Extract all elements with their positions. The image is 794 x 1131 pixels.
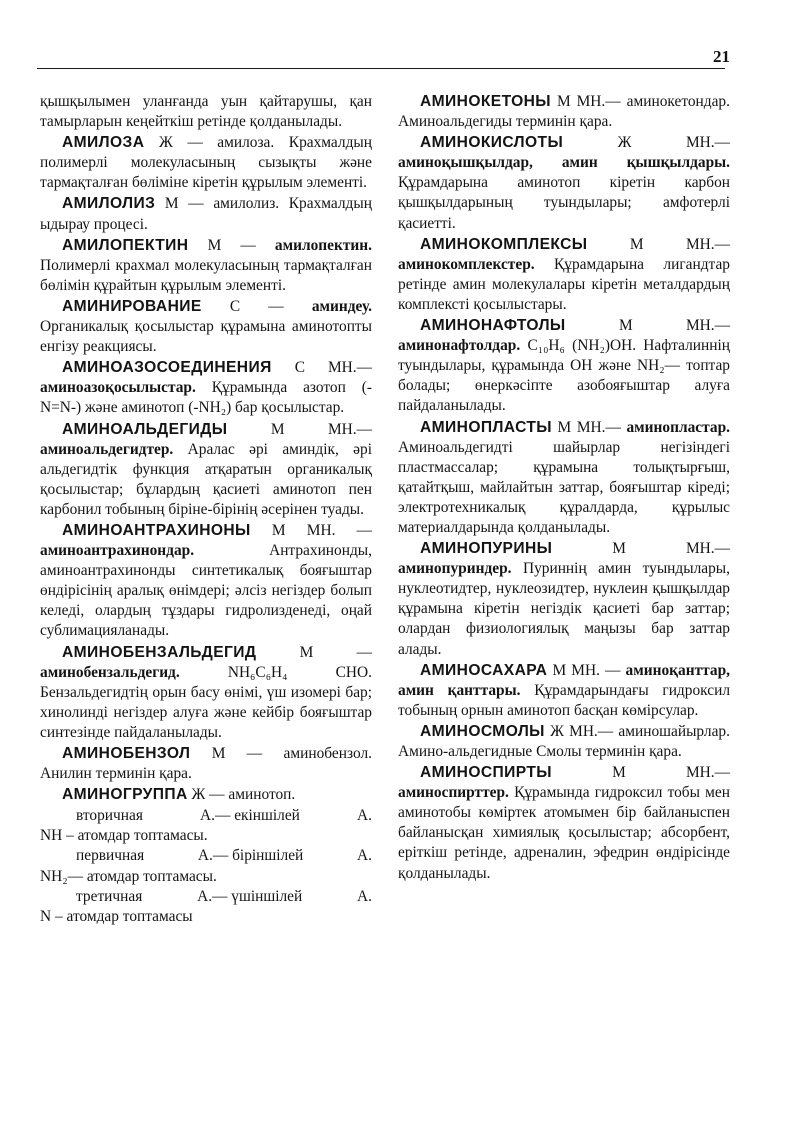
entry-term: АМИНОГРУППА [62, 786, 188, 804]
entry-grammar: С МН.— [294, 359, 372, 377]
entry-translation: аминоқанттар, амин қанттары. [398, 661, 730, 699]
sub-item-tail: NH ‒ атомдар топтамасы. [40, 827, 208, 845]
sub-item-word: вторичная [76, 807, 143, 825]
entry-grammar: М МН.— [557, 418, 621, 436]
entry-aminogruppa [40, 785, 372, 805]
left-column [40, 92, 372, 927]
right-column [398, 92, 730, 885]
sub-item-end: А. [357, 847, 372, 865]
entry-term: АМИНОСПИРТЫ [420, 764, 552, 782]
sub-item-abbr: А.— үшіншілей [197, 887, 303, 905]
entry-grammar: Ж МН.— [617, 134, 730, 152]
entry-grammar: М МН. — [271, 521, 372, 539]
entry-text: қышқылымен уланғанда уын қайтарушы, қан тамырларын кеңейткіш ретінде қолданылады. [40, 93, 372, 131]
entry-aminoketony [398, 92, 730, 132]
entry-aminoazosoedineniya [40, 358, 372, 418]
sub-item-abbr: А.— екіншілей [200, 807, 300, 825]
sub-item-tail: N ‒ атомдар топтамасы [40, 907, 193, 925]
entry-term: АМИНОАЛЬДЕГИДЫ [62, 420, 228, 438]
entry-term: АМИНОКОМПЛЕКСЫ [420, 235, 588, 253]
entry-aminonaftoly [398, 316, 730, 416]
page-number: 21 [713, 47, 730, 66]
entry-translation: аминоальдегидтер. [40, 440, 174, 458]
entry-term: АМИНОНАФТОЛЫ [420, 317, 566, 335]
entry-grammar: М МН.— [612, 764, 730, 782]
sub-item-end: А. [357, 807, 372, 825]
entry-grammar: М МН.— [618, 317, 730, 335]
sub-item-row [40, 806, 372, 826]
entry-term: АМИЛОЛИЗ [62, 195, 156, 213]
entry-term: АМИНОСАХАРА [420, 661, 548, 679]
entry-term: АМИНОАЗОСОЕДИНЕНИЯ [62, 359, 272, 377]
entry-grammar: Ж — [191, 786, 225, 804]
entry-text: Құрамдарына аминотоп кіретін карбон қышқылдарының туындылары; амфотерлі қасиетті. [398, 174, 730, 232]
entry-translation: аминоазоқосылыстар. [40, 379, 196, 397]
entry-aminirovanie [40, 297, 372, 357]
entry-translation: аминопуриндер. [398, 560, 512, 578]
entry-text: NH₆C₆H₄ CHO. Бензальдегидтің орын басу өнімі, үш изомері бар; хинолиндi негiздер алуға және кейбір бояғыштар синтезінде пайдаланылады. [40, 663, 372, 741]
entry-text: C₁₀H₆ (NH₂)OH. Нафталиннің туындылары, құрамында OH және NH₂— топтар болады; өнеркәсіпте азобояғыштар алуға пайдаланылады. [398, 337, 730, 415]
entry-aminosmoly [398, 722, 730, 762]
entry-translation: аминоантрахинондар. [40, 542, 195, 560]
entry-text: Органикалық қосылыстар құрамына аминотопты енгізу реакциясы. [40, 318, 372, 356]
entry-grammar: Ж — [158, 134, 203, 152]
entry-translation: аминоспирттер. [398, 784, 509, 802]
entry-translation: аминопластар. [626, 418, 730, 436]
entry-amilopektin [40, 236, 372, 296]
entry-aminopuriny [398, 539, 730, 660]
entry-grammar: С — [229, 297, 284, 315]
entry-text: Құрамында азотоп (-N=N-) және аминотоп (-NH₂) бар қосылыстар. [40, 379, 372, 417]
entry-text: Құрамында гидроксил тобы мен аминотобы көміртек атомымен бір байланыспен байланысқан химиялық қосылыстар; абсорбент, еріткіш ретінде, адреналин, эфедрин өндірісінде қолданылады. [398, 784, 730, 882]
entry-grammar: М МН.— [270, 420, 372, 438]
entry-continuation [40, 92, 372, 132]
entry-amiloliz [40, 194, 372, 234]
entry-text: аминобензол. Анилин терминін қара. [40, 745, 372, 783]
entry-text: Полимерлі крахмал молекуласының тармақталған бөлімін құрайтын құрылым элементі. [40, 256, 372, 294]
sub-item-row [40, 887, 372, 907]
entry-term: АМИНОБЕНЗОЛ [62, 745, 191, 762]
entry-translation: аминдеу. [311, 297, 372, 315]
entry-term: АМИЛОПЕКТИН [62, 236, 189, 254]
entry-grammar: М МН.— [556, 93, 621, 110]
entry-grammar: Ж МН.— [550, 722, 614, 740]
entry-grammar: М МН.— [612, 540, 730, 558]
header-rule [37, 68, 725, 69]
entry-aminosakhara [398, 661, 730, 721]
entry-grammar: М — [211, 745, 263, 762]
entry-amiloza [40, 133, 372, 193]
entry-text: Антрахинонды, аминоантрахинонды синтетикалық бояғыштар өндірісінің аралық өнімдері; әлсіз негіздер болып келеді, олардың тұздары гидролизденеді, оңай сублимацияланады. [40, 542, 372, 640]
sub-item-tail: NH₂— атомдар топтамасы. [40, 867, 217, 885]
entry-text: Құрамдарындағы гидроксил тобының орнын аминотоп басқан көмірсулар. [398, 681, 730, 719]
entry-grammar: М — [207, 236, 256, 254]
entry-term: АМИНОКЕТОНЫ [420, 93, 551, 110]
entry-aminokompleksy [398, 235, 730, 315]
entry-grammar: М МН.— [629, 235, 730, 253]
entry-term: АМИНОПЛАСТЫ [420, 418, 552, 436]
entry-text: Пуриннің амин туындылары, нуклеотидтер, нуклеозидтер, нуклеин қышқылдар құрамына кіретін негіздік қасиеті бар заттар; олардан физиологиялық маңызы бар заттар алады. [398, 560, 730, 658]
entry-translation: аминонафтолдар. [398, 337, 521, 355]
sub-item-row [40, 846, 372, 866]
entry-text: Аминоальдегидті шайырлар негізіндегі пластмассалар; құрамына толықтырғыш, қатайтқыш, майлайтын заттар, бояғыштар кіреді; электротехникалық құралдарда, құрылыс материалдарында қолданылады. [398, 438, 730, 536]
entry-term: АМИНОСМОЛЫ [420, 722, 545, 740]
sub-item-word: третичная [76, 887, 143, 905]
entry-text: аминошайырлар. Амино-альдегидные Смолы терминін қара. [398, 722, 730, 760]
sub-item-end: А. [357, 887, 372, 905]
entry-text: Құрамдарына лигандтар ретінде амин молекулалары кіретін металдардың комплексті қосылыстары. [398, 255, 730, 313]
entry-translation: амилопектин. [274, 236, 372, 254]
entry-text: аминокетондар. Аминоальдегиды терминін қара. [398, 93, 730, 131]
entry-aminobenzaldegid [40, 643, 372, 743]
sub-item-word: первичная [76, 847, 145, 865]
entry-aminoplasty [398, 418, 730, 539]
sub-item-abbr: А.— біріншілей [197, 847, 304, 865]
entry-text: амилолиз. Крахмалдың ыдырау процесі. [40, 195, 372, 233]
entry-text: аминотоп. [228, 786, 296, 804]
entry-aminobenzol [40, 744, 372, 784]
entry-translation: аминоқышқылдар, амин қышқылдары. [398, 154, 730, 172]
entry-grammar: М МН. — [552, 661, 621, 679]
entry-aminokisloty [398, 133, 730, 233]
entry-term: АМИНОПУРИНЫ [420, 540, 553, 558]
entry-term: АМИЛОЗА [62, 134, 145, 152]
entry-term: АМИНОАНТРАХИНОНЫ [62, 521, 251, 539]
entry-grammar: М — [299, 643, 372, 661]
entry-term: АМИНИРОВАНИЕ [62, 297, 202, 315]
entry-translation: аминокомплекстер. [398, 255, 535, 273]
entry-translation: аминобензальдегид. [40, 663, 180, 681]
entry-term: АМИНОКИСЛОТЫ [420, 134, 564, 152]
entry-aminoaldegidy [40, 420, 372, 520]
entry-text: амилоза. Крахмалдың полимерлі молекуласының сызықты және тармақталған бөліміне кіретін құрылым элементі. [40, 134, 372, 192]
entry-term: АМИНОБЕНЗАЛЬДЕГИД [62, 643, 257, 661]
entry-aminoantrakhinony [40, 521, 372, 642]
entry-text: Аралас әрі аминдік, әрі альдегидтік функция атқаратын органикалық қосылыстар; бұлардың қасиеті аминотоп пен карбонил тобының біріне-бірінің әсерінен туады. [40, 440, 372, 518]
entry-aminospirty [398, 763, 730, 884]
entry-grammar: М — [164, 195, 204, 213]
